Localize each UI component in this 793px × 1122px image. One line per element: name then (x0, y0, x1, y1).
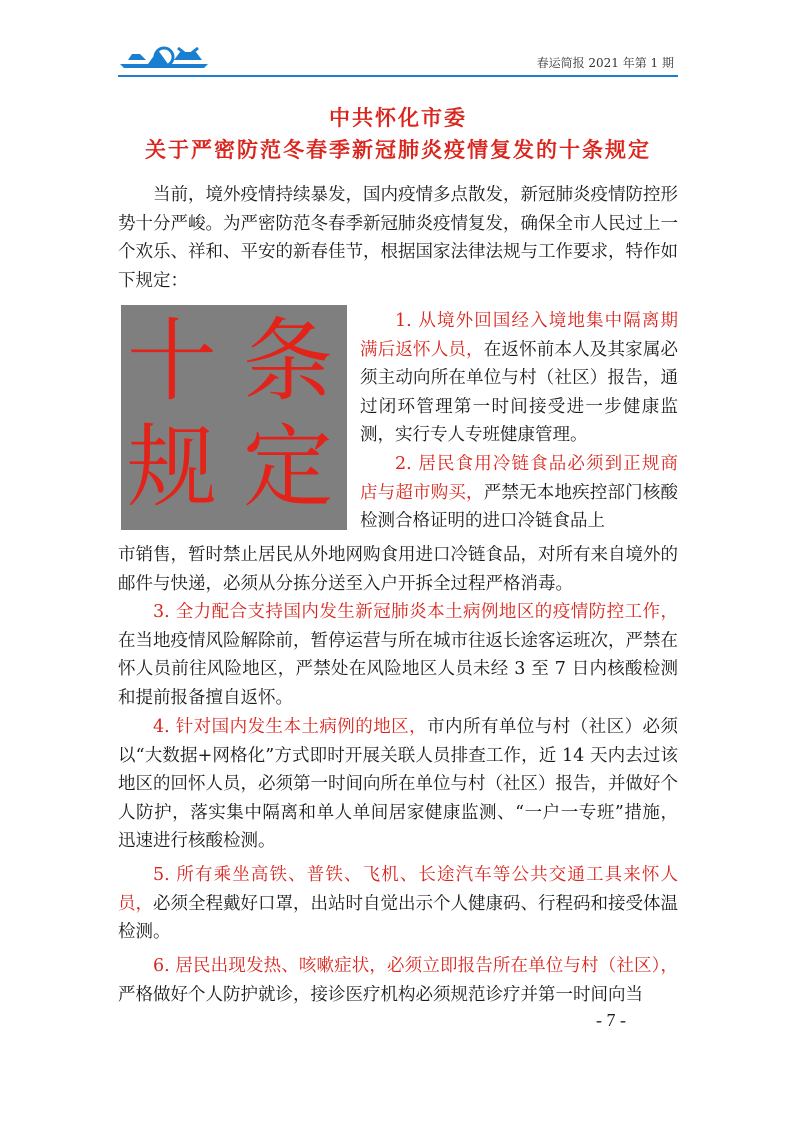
banner-char: 十 (127, 309, 217, 414)
rule-5-body: 必须全程戴好口罩，出站时自觉出示个人健康码、行程码和接受体温检测。 (118, 893, 678, 942)
rule-2-heading: 2. 居民食用冷链食品必须到正规商店与超市购买， (360, 454, 678, 503)
rule-2 (360, 450, 678, 536)
rule-3-heading: 3. 全力配合支持国内发生新冠肺炎本土病例地区的疫情防控工作， (153, 602, 678, 622)
rule-3-body: 在当地疫情风险解除前，暂停运营与所在城市往返长途客运班次，严禁在怀人员前往风险地区，严禁处在风险地区人员未经 3 至 7 日内核酸检测和提前报备擅自返怀。 (118, 630, 678, 708)
header-divider (118, 75, 678, 77)
chunyun-logo (118, 42, 210, 72)
issue-label: 春运简报 2021 年第 1 期 (536, 56, 674, 70)
ten-rules-banner (121, 305, 347, 530)
rule-4-heading: 4. 针对国内发生本土病例的地区， (153, 717, 428, 737)
page-header (118, 40, 678, 74)
rule-2-continued: 市销售，暂时禁止居民从外地网购食用进口冷链食品，对所有来自境外的邮件与快递，必须从分拣分送至入户开拆全过程严格消毒。 (118, 545, 678, 594)
page-number: - 7 - (596, 1010, 626, 1030)
rule-1-body: 在返怀前本人及其家属必须主动向所在单位与村（社区）报告，通过闭环管理第一时间接受进一步健康监测，实行专人专班健康管理。 (360, 339, 679, 445)
rule-2-body-wrap: 严禁无本地疾控部门核酸检测合格证明的进口冷链食品上 (360, 482, 679, 531)
rule-1 (360, 307, 678, 450)
rule-6-body: 严格做好个人防护就诊，接诊医疗机构必须规范诊疗并第一时间向当 (118, 984, 643, 1005)
rule-5-heading: 5. 所有乘坐高铁、普铁、飞机、长途汽车等公共交通工具来怀人员， (118, 865, 678, 914)
banner-char: 条 (243, 309, 333, 414)
rule-4-body: 市内所有单位与村（社区）必须以“大数据+网格化”方式即时开展关联人员排查工作，近 14 天内去过该地区的回怀人员，必须第一时间向所在单位与村（社区）报告，并做好个人防护，落实集中隔离和单人单间居家健康监测、“一户一专班”措施，迅速进行核酸检测。 (118, 717, 679, 851)
rule-4 (118, 713, 678, 856)
banner-char: 定 (243, 415, 333, 520)
rule-3 (118, 598, 678, 712)
rule-5 (118, 861, 678, 947)
banner-char: 规 (127, 415, 217, 520)
document-title-line2: 关于严密防范冬春季新冠肺炎疫情复发的十条规定 (145, 137, 651, 162)
rule-1-heading: 1. 从境外回国经入境地集中隔离期满后返怀人员， (360, 311, 678, 360)
intro-paragraph: 当前，境外疫情持续暴发，国内疫情多点散发，新冠肺炎疫情防控形势十分严峻。为严密防范冬春季新冠肺炎疫情复发，确保全市人民过上一个欢乐、祥和、平安的新春佳节，根据国家法律法规与工作要求，特作如下规定： (118, 185, 678, 291)
document-title-line1: 中共怀化市委 (329, 105, 467, 130)
rule-6 (118, 952, 678, 1009)
rule-6-heading: 6. 居民出现发热、咳嗽症状，必须立即报告所在单位与村（社区）， (153, 956, 678, 976)
